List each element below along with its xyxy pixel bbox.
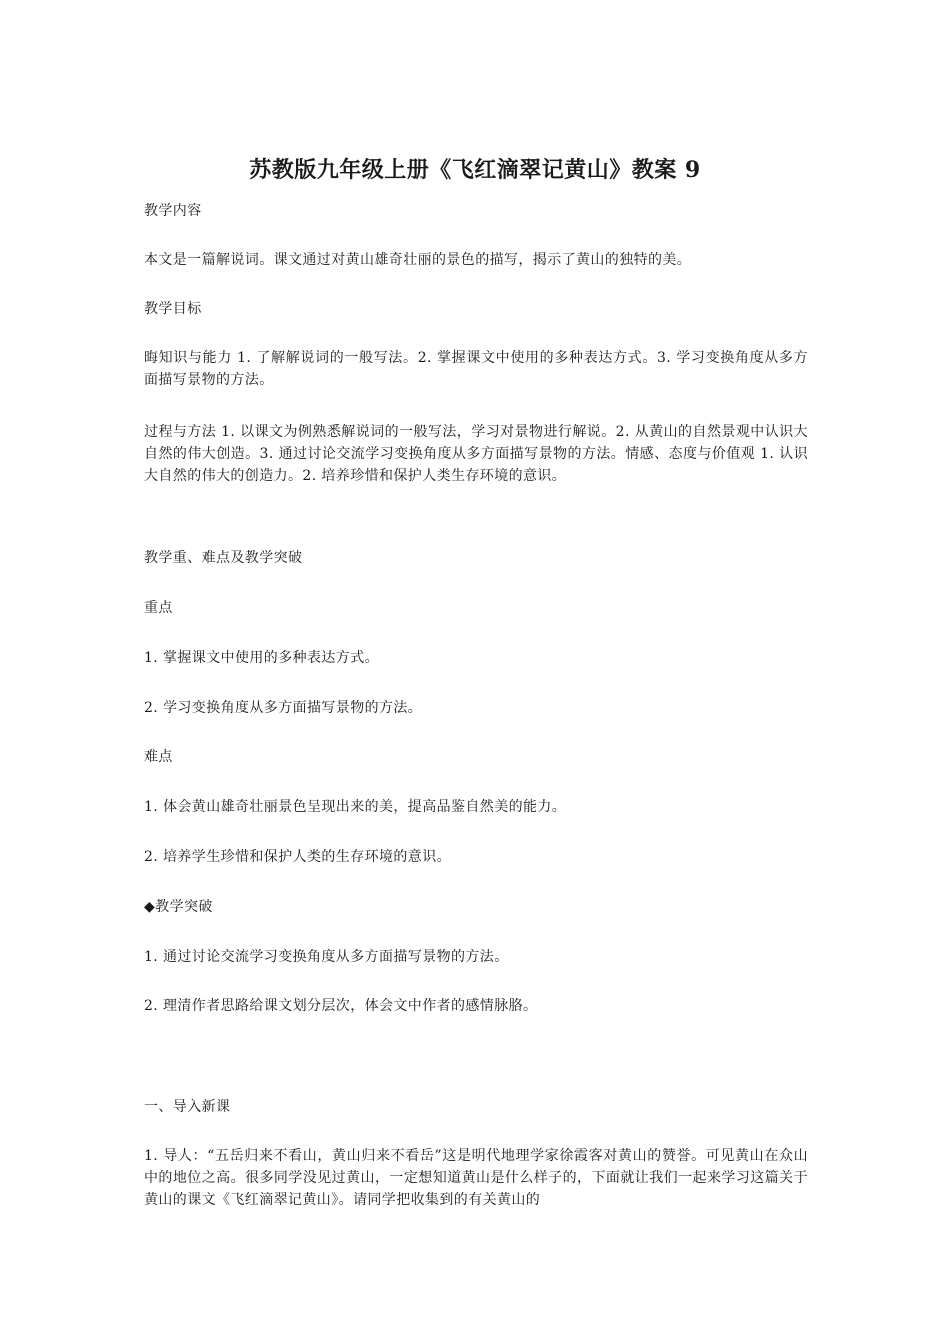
- list-item-breakthrough-2: 2. 理清作者思路给课文划分层次，体会文中作者的感情脉胳。: [144, 998, 538, 1014]
- list-item-difficulty-1: 1. 体会黄山雄奇壮丽景色呈现出来的美，提高品鉴自然美的能力。: [144, 799, 567, 815]
- document-title: 苏教版九年级上册《飞红滴翠记黄山》教案 9: [249, 157, 701, 183]
- subheading-breakthrough: ◆教学突破: [144, 899, 213, 915]
- list-item-focus-2: 2. 学习变换角度从多方面描写景物的方法。: [144, 700, 423, 716]
- paragraph-intro: 本文是一篇解说词。课文通过对黄山雄奇壮丽的景色的描写，揭示了黄山的独特的美。: [144, 252, 692, 268]
- subheading-focus: 重点: [144, 600, 173, 616]
- list-item-breakthrough-1: 1. 通过讨论交流学习变换角度从多方面描写景物的方法。: [144, 949, 509, 965]
- list-item-difficulty-2: 2. 培养学生珍惜和保护人类的生存环境的意识。: [144, 849, 452, 865]
- list-item-focus-1: 1. 掌握课文中使用的多种表达方式。: [144, 650, 380, 666]
- section-heading-intro-lesson: 一、导入新课: [144, 1099, 231, 1115]
- paragraph-goals-process: 过程与方法 1. 以课文为例熟悉解说词的一般写法，学习对景物进行解说。2. 从黄山的自然景观中认识大自然的伟大创造。3. 通过讨论交流学习变换角度从多方面描写景物的方法。情感、态度与价值观 1. 认识大自然的伟大的创造力。2. 培养珍惜和保护人类生存环境的意识。: [144, 424, 808, 484]
- subheading-difficulty: 难点: [144, 749, 173, 765]
- paragraph-lesson-intro: 1. 导人：“五岳归来不看山，黄山归来不看岳”这是明代地理学家徐霞客对黄山的赞誉。可见黄山在众山中的地位之高。很多同学没见过黄山，一定想知道黄山是什么样子的，下面就让我们一起来学习这篇关于黄山的课文《飞红滴翠记黄山》。请同学把收集到的有关黄山的: [144, 1148, 808, 1208]
- section-heading-key-points: 教学重、难点及教学突破: [144, 550, 303, 566]
- section-heading-goals: 教学目标: [144, 301, 202, 317]
- paragraph-goals-knowledge: 晦知识与能力 1. 了解解说词的一般写法。2. 掌握课文中使用的多种表达方式。3. 学习变换角度从多方面描写景物的方法。: [144, 350, 808, 388]
- section-heading-content: 教学内容: [144, 203, 202, 219]
